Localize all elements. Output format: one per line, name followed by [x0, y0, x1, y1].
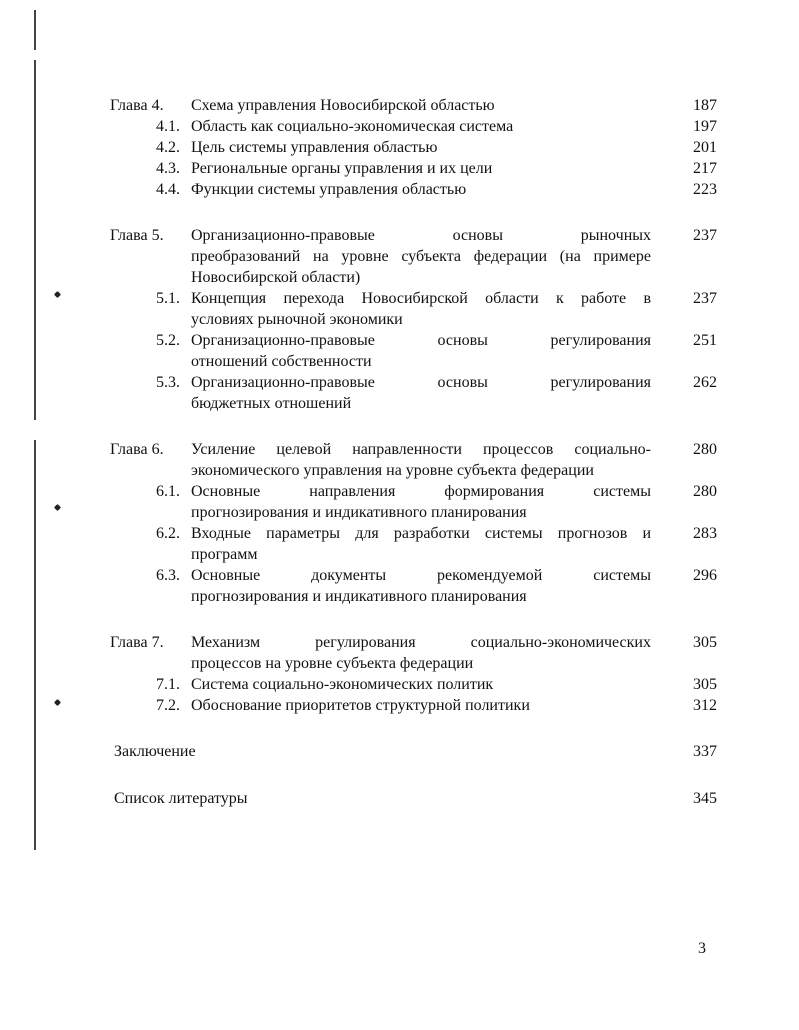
section-6-3-page: 296	[693, 567, 717, 584]
section-6-1-page: 280	[693, 483, 717, 500]
toc-extra-title: Список литературы	[114, 790, 248, 807]
section-4-1-number: 4.1.	[156, 118, 180, 135]
section-7-1-page: 305	[693, 676, 717, 693]
section-6-2-title-line: программ	[191, 546, 258, 563]
section-5-2-title-line: отношений собственности	[191, 353, 372, 370]
section-4-2-page: 201	[693, 139, 717, 156]
chapter-4-page: 187	[693, 97, 717, 114]
section-5-3-title-line: бюджетных отношений	[191, 395, 352, 412]
chapter-5-title-line: Организационно-правовые основы рыночных	[191, 227, 651, 244]
chapter-6-page: 280	[693, 441, 717, 458]
section-6-2-page: 283	[693, 525, 717, 542]
section-7-2-title-line: Обоснование приоритетов структурной политики	[191, 697, 530, 714]
chapter-5-title-line: Новосибирской области)	[191, 269, 361, 286]
section-5-3-title-line: Организационно-правовые основы регулирования	[191, 374, 651, 391]
section-5-2-title-line: Организационно-правовые основы регулирования	[191, 332, 651, 349]
section-4-3-number: 4.3.	[156, 160, 180, 177]
section-6-2-number: 6.2.	[156, 525, 180, 542]
section-6-1-number: 6.1.	[156, 483, 180, 500]
chapter-6-title-line: экономического управления на уровне субъекта федерации	[191, 462, 594, 479]
section-6-3-title-line: Основные документы рекомендуемой системы	[191, 567, 651, 584]
section-6-2-title-line: Входные параметры для разработки системы прогнозов и	[191, 525, 651, 542]
section-5-2-page: 251	[693, 332, 717, 349]
chapter-7-number: Глава 7.	[110, 634, 164, 651]
chapter-7-page: 305	[693, 634, 717, 651]
chapter-7-title-line: Механизм регулирования социально-экономических	[191, 634, 651, 651]
chapter-6-number: Глава 6.	[110, 441, 164, 458]
section-6-3-number: 6.3.	[156, 567, 180, 584]
section-4-3-page: 217	[693, 160, 717, 177]
section-5-1-number: 5.1.	[156, 290, 180, 307]
chapter-4-title-line: Схема управления Новосибирской областью	[191, 97, 495, 114]
section-6-3-title-line: прогнозирования и индикативного планирования	[191, 588, 527, 605]
section-5-3-number: 5.3.	[156, 374, 180, 391]
toc-extra-title: Заключение	[114, 743, 196, 760]
chapter-5-number: Глава 5.	[110, 227, 164, 244]
toc-extra-page: 345	[693, 790, 717, 807]
section-7-2-number: 7.2.	[156, 697, 180, 714]
section-4-1-page: 197	[693, 118, 717, 135]
page-number: 3	[698, 940, 706, 957]
chapter-7-title-line: процессов на уровне субъекта федерации	[191, 655, 474, 672]
section-5-1-title-line: условиях рыночной экономики	[191, 311, 403, 328]
section-5-1-title-line: Концепция перехода Новосибирской области к работе в	[191, 290, 651, 307]
section-4-4-number: 4.4.	[156, 181, 180, 198]
section-7-1-title-line: Система социально-экономических политик	[191, 676, 494, 693]
section-4-3-title-line: Региональные органы управления и их цели	[191, 160, 493, 177]
section-4-2-title-line: Цель системы управления областью	[191, 139, 438, 156]
chapter-5-page: 237	[693, 227, 717, 244]
section-4-4-title-line: Функции системы управления областью	[191, 181, 467, 198]
toc-extra-page: 337	[693, 743, 717, 760]
section-5-1-page: 237	[693, 290, 717, 307]
chapter-5-title-line: преобразований на уровне субъекта федерации (на примере	[191, 248, 651, 265]
section-5-2-number: 5.2.	[156, 332, 180, 349]
section-5-3-page: 262	[693, 374, 717, 391]
section-7-1-number: 7.1.	[156, 676, 180, 693]
section-4-4-page: 223	[693, 181, 717, 198]
section-7-2-page: 312	[693, 697, 717, 714]
section-4-1-title-line: Область как социально-экономическая система	[191, 118, 514, 135]
section-6-1-title-line: Основные направления формирования системы	[191, 483, 651, 500]
chapter-4-number: Глава 4.	[110, 97, 164, 114]
section-6-1-title-line: прогнозирования и индикативного планирования	[191, 504, 527, 521]
section-4-2-number: 4.2.	[156, 139, 180, 156]
chapter-6-title-line: Усиление целевой направленности процессов социально-	[191, 441, 651, 458]
